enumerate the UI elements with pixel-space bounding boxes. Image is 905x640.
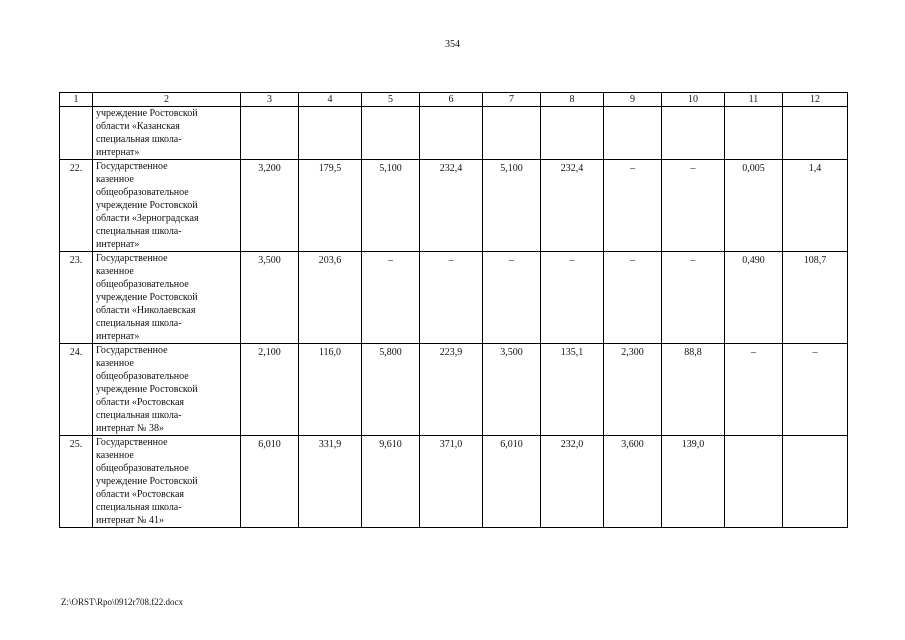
value-cell xyxy=(662,107,725,160)
value-cell xyxy=(299,107,362,160)
header-row xyxy=(60,93,848,107)
column-header: 6 xyxy=(420,93,483,107)
institution-name-line: специальная школа- xyxy=(96,410,182,421)
institution-name-line: учреждение Ростовской xyxy=(96,292,198,303)
value-cell xyxy=(420,107,483,160)
institution-name-line: интернат № 41» xyxy=(96,515,164,526)
institution-name-line: специальная школа- xyxy=(96,502,182,513)
column-header: 2 xyxy=(93,93,241,107)
institution-name-line: Государственное xyxy=(96,345,168,356)
institution-name-line: интернат» xyxy=(96,147,140,158)
institution-name-cell xyxy=(93,160,241,252)
value-cell: – xyxy=(483,252,541,344)
institution-name-line: казенное xyxy=(96,174,134,185)
institution-name-line: области «Ростовская xyxy=(96,489,185,500)
institution-name-line: области «Зерноградская xyxy=(96,213,199,224)
column-header: 9 xyxy=(604,93,662,107)
institution-name-line: учреждение Ростовской xyxy=(96,108,198,119)
value-cell: – xyxy=(662,252,725,344)
value-cell: – xyxy=(420,252,483,344)
institution-name-line: интернат № 38» xyxy=(96,423,164,434)
institution-name-line: учреждение Ростовской xyxy=(96,476,198,487)
value-cell: 371,0 xyxy=(420,436,483,528)
value-cell: 139,0 xyxy=(662,436,725,528)
value-cell: 2,100 xyxy=(241,344,299,436)
value-cell: 6,010 xyxy=(483,436,541,528)
value-cell: – xyxy=(604,252,662,344)
value-cell xyxy=(362,107,420,160)
institution-name-line: общеобразовательное xyxy=(96,187,189,198)
value-cell xyxy=(783,436,848,528)
value-cell: 108,7 xyxy=(783,252,848,344)
value-cell xyxy=(725,436,783,528)
institution-name-line: общеобразовательное xyxy=(96,279,189,290)
institution-name-line: области «Казанская xyxy=(96,121,180,132)
value-cell: – xyxy=(725,344,783,436)
value-cell: 2,300 xyxy=(604,344,662,436)
value-cell xyxy=(604,107,662,160)
table-row xyxy=(60,436,848,528)
institution-name-cell xyxy=(93,436,241,528)
row-number-cell: 24. xyxy=(60,344,93,436)
value-cell: 6,010 xyxy=(241,436,299,528)
value-cell: 135,1 xyxy=(541,344,604,436)
value-cell: – xyxy=(362,252,420,344)
value-cell: 223,9 xyxy=(420,344,483,436)
page-number: 354 xyxy=(445,39,460,50)
institution-name-line: учреждение Ростовской xyxy=(96,384,198,395)
institution-name-line: интернат» xyxy=(96,331,140,342)
value-cell: 0,490 xyxy=(725,252,783,344)
column-header: 5 xyxy=(362,93,420,107)
column-header: 7 xyxy=(483,93,541,107)
value-cell xyxy=(783,107,848,160)
table-row xyxy=(60,344,848,436)
value-cell: 3,500 xyxy=(483,344,541,436)
value-cell: – xyxy=(541,252,604,344)
institution-name-line: учреждение Ростовской xyxy=(96,200,198,211)
column-header: 10 xyxy=(662,93,725,107)
value-cell: 331,9 xyxy=(299,436,362,528)
value-cell: 203,6 xyxy=(299,252,362,344)
row-number-cell: 22. xyxy=(60,160,93,252)
row-number-cell: 25. xyxy=(60,436,93,528)
value-cell: 88,8 xyxy=(662,344,725,436)
institution-name-cell xyxy=(93,252,241,344)
institution-name-line: специальная школа- xyxy=(96,134,182,145)
value-cell: 5,100 xyxy=(483,160,541,252)
value-cell: 232,4 xyxy=(420,160,483,252)
value-cell: 5,100 xyxy=(362,160,420,252)
table-row xyxy=(60,160,848,252)
value-cell: 5,800 xyxy=(362,344,420,436)
institution-name-line: казенное xyxy=(96,358,134,369)
table-row xyxy=(60,107,848,160)
value-cell: 116,0 xyxy=(299,344,362,436)
value-cell: – xyxy=(662,160,725,252)
institution-name-line: казенное xyxy=(96,450,134,461)
value-cell: 3,200 xyxy=(241,160,299,252)
table-row xyxy=(60,252,848,344)
value-cell xyxy=(483,107,541,160)
institution-name-line: казенное xyxy=(96,266,134,277)
column-header: 12 xyxy=(783,93,848,107)
value-cell: 3,500 xyxy=(241,252,299,344)
value-cell: 1,4 xyxy=(783,160,848,252)
data-table xyxy=(59,92,848,528)
value-cell: 0,005 xyxy=(725,160,783,252)
value-cell: 232,4 xyxy=(541,160,604,252)
value-cell: – xyxy=(783,344,848,436)
value-cell: – xyxy=(604,160,662,252)
value-cell xyxy=(541,107,604,160)
institution-name-line: общеобразовательное xyxy=(96,463,189,474)
institution-name-line: области «Николаевская xyxy=(96,305,196,316)
institution-name-cell xyxy=(93,344,241,436)
column-header: 3 xyxy=(241,93,299,107)
value-cell: 179,5 xyxy=(299,160,362,252)
institution-name-line: интернат» xyxy=(96,239,140,250)
row-number-cell: 23. xyxy=(60,252,93,344)
value-cell: 232,0 xyxy=(541,436,604,528)
footer-file-path: Z:\ORST\Rpo\0912r708.f22.docx xyxy=(61,597,183,607)
institution-name-line: общеобразовательное xyxy=(96,371,189,382)
institution-name-line: Государственное xyxy=(96,161,168,172)
column-header: 4 xyxy=(299,93,362,107)
value-cell xyxy=(725,107,783,160)
value-cell: 9,610 xyxy=(362,436,420,528)
institution-name-cell xyxy=(93,107,241,160)
column-header: 11 xyxy=(725,93,783,107)
column-header: 8 xyxy=(541,93,604,107)
institution-name-line: специальная школа- xyxy=(96,226,182,237)
row-number-cell xyxy=(60,107,93,160)
institution-name-line: области «Ростовская xyxy=(96,397,185,408)
value-cell xyxy=(241,107,299,160)
institution-name-line: Государственное xyxy=(96,437,168,448)
institution-name-line: специальная школа- xyxy=(96,318,182,329)
institution-name-line: Государственное xyxy=(96,253,168,264)
column-header: 1 xyxy=(60,93,93,107)
value-cell: 3,600 xyxy=(604,436,662,528)
